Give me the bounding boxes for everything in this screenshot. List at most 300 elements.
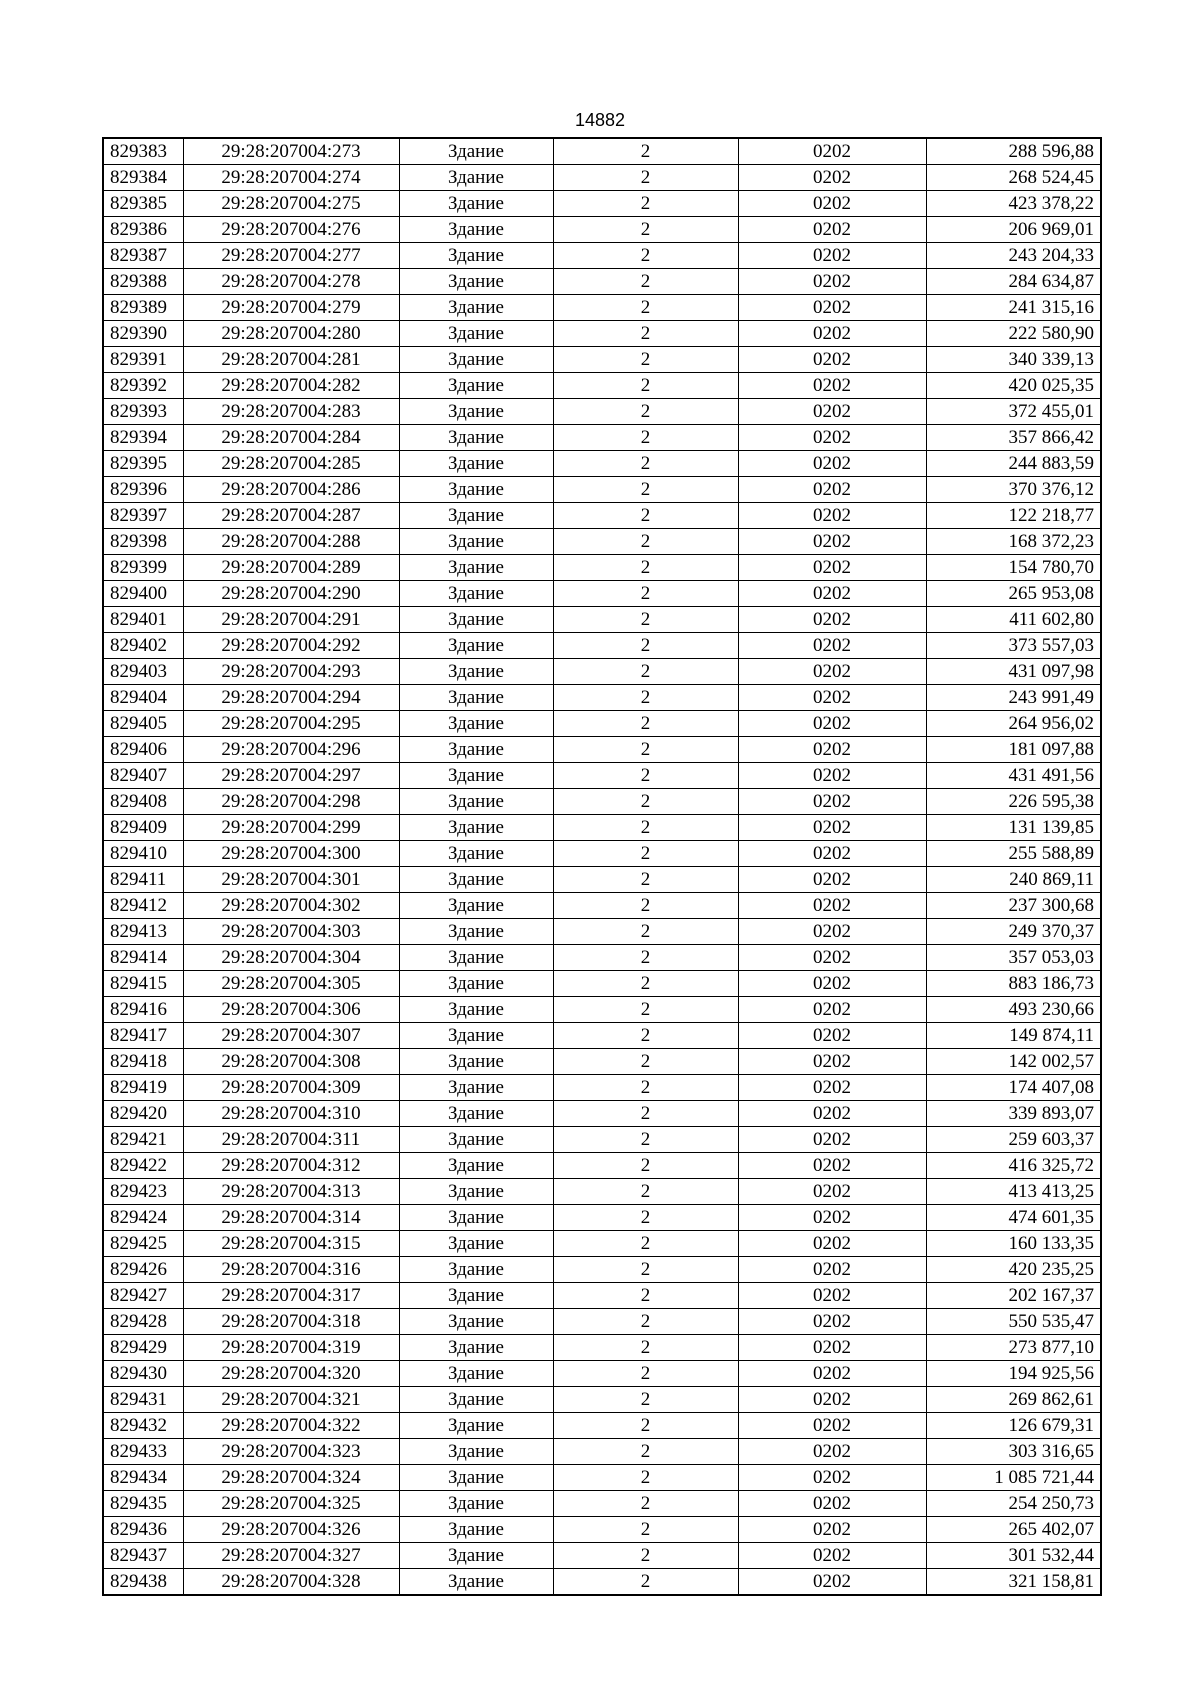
cadastral-number-cell: 29:28:207004:302 bbox=[183, 893, 399, 919]
object-type-cell: Здание bbox=[399, 1361, 553, 1387]
object-type-cell: Здание bbox=[399, 217, 553, 243]
code-cell: 0202 bbox=[738, 633, 926, 659]
table-row bbox=[103, 1179, 1101, 1205]
table-row bbox=[103, 841, 1101, 867]
table-row bbox=[103, 451, 1101, 477]
value-cell: 373 557,03 bbox=[926, 633, 1101, 659]
code-cell: 0202 bbox=[738, 815, 926, 841]
value-cell: 321 158,81 bbox=[926, 1569, 1101, 1596]
value-cell: 222 580,90 bbox=[926, 321, 1101, 347]
cadastral-number-cell: 29:28:207004:288 bbox=[183, 529, 399, 555]
category-cell: 2 bbox=[553, 1387, 738, 1413]
table-row bbox=[103, 1413, 1101, 1439]
code-cell: 0202 bbox=[738, 607, 926, 633]
code-cell: 0202 bbox=[738, 919, 926, 945]
category-cell: 2 bbox=[553, 1179, 738, 1205]
record-id-cell: 829384 bbox=[103, 165, 183, 191]
code-cell: 0202 bbox=[738, 763, 926, 789]
category-cell: 2 bbox=[553, 269, 738, 295]
object-type-cell: Здание bbox=[399, 1179, 553, 1205]
table-row bbox=[103, 217, 1101, 243]
value-cell: 154 780,70 bbox=[926, 555, 1101, 581]
category-cell: 2 bbox=[553, 138, 738, 165]
cadastral-number-cell: 29:28:207004:273 bbox=[183, 138, 399, 165]
value-cell: 493 230,66 bbox=[926, 997, 1101, 1023]
table-row bbox=[103, 1283, 1101, 1309]
record-id-cell: 829414 bbox=[103, 945, 183, 971]
record-id-cell: 829401 bbox=[103, 607, 183, 633]
code-cell: 0202 bbox=[738, 347, 926, 373]
value-cell: 340 339,13 bbox=[926, 347, 1101, 373]
cadastral-number-cell: 29:28:207004:280 bbox=[183, 321, 399, 347]
record-id-cell: 829424 bbox=[103, 1205, 183, 1231]
category-cell: 2 bbox=[553, 815, 738, 841]
object-type-cell: Здание bbox=[399, 841, 553, 867]
value-cell: 131 139,85 bbox=[926, 815, 1101, 841]
record-id-cell: 829407 bbox=[103, 763, 183, 789]
table-row bbox=[103, 347, 1101, 373]
object-type-cell: Здание bbox=[399, 1491, 553, 1517]
value-cell: 883 186,73 bbox=[926, 971, 1101, 997]
value-cell: 265 402,07 bbox=[926, 1517, 1101, 1543]
value-cell: 194 925,56 bbox=[926, 1361, 1101, 1387]
code-cell: 0202 bbox=[738, 1153, 926, 1179]
record-id-cell: 829415 bbox=[103, 971, 183, 997]
table-row bbox=[103, 1049, 1101, 1075]
value-cell: 264 956,02 bbox=[926, 711, 1101, 737]
cadastral-number-cell: 29:28:207004:313 bbox=[183, 1179, 399, 1205]
category-cell: 2 bbox=[553, 1569, 738, 1596]
cadastral-number-cell: 29:28:207004:284 bbox=[183, 425, 399, 451]
object-type-cell: Здание bbox=[399, 373, 553, 399]
table-row bbox=[103, 1153, 1101, 1179]
code-cell: 0202 bbox=[738, 451, 926, 477]
cadastral-number-cell: 29:28:207004:286 bbox=[183, 477, 399, 503]
code-cell: 0202 bbox=[738, 1335, 926, 1361]
code-cell: 0202 bbox=[738, 295, 926, 321]
record-id-cell: 829404 bbox=[103, 685, 183, 711]
category-cell: 2 bbox=[553, 1153, 738, 1179]
code-cell: 0202 bbox=[738, 503, 926, 529]
cadastral-number-cell: 29:28:207004:317 bbox=[183, 1283, 399, 1309]
record-id-cell: 829433 bbox=[103, 1439, 183, 1465]
table-row bbox=[103, 815, 1101, 841]
object-type-cell: Здание bbox=[399, 1153, 553, 1179]
record-id-cell: 829437 bbox=[103, 1543, 183, 1569]
category-cell: 2 bbox=[553, 633, 738, 659]
object-type-cell: Здание bbox=[399, 971, 553, 997]
record-id-cell: 829386 bbox=[103, 217, 183, 243]
record-id-cell: 829403 bbox=[103, 659, 183, 685]
record-id-cell: 829425 bbox=[103, 1231, 183, 1257]
cadastral-number-cell: 29:28:207004:296 bbox=[183, 737, 399, 763]
category-cell: 2 bbox=[553, 1543, 738, 1569]
table-row bbox=[103, 867, 1101, 893]
category-cell: 2 bbox=[553, 1049, 738, 1075]
value-cell: 149 874,11 bbox=[926, 1023, 1101, 1049]
value-cell: 237 300,68 bbox=[926, 893, 1101, 919]
category-cell: 2 bbox=[553, 1439, 738, 1465]
category-cell: 2 bbox=[553, 1257, 738, 1283]
table-row bbox=[103, 1075, 1101, 1101]
cadastral-number-cell: 29:28:207004:327 bbox=[183, 1543, 399, 1569]
record-id-cell: 829402 bbox=[103, 633, 183, 659]
category-cell: 2 bbox=[553, 425, 738, 451]
value-cell: 339 893,07 bbox=[926, 1101, 1101, 1127]
table-row bbox=[103, 165, 1101, 191]
category-cell: 2 bbox=[553, 1101, 738, 1127]
registry-table bbox=[102, 137, 1102, 1596]
table-row bbox=[103, 607, 1101, 633]
code-cell: 0202 bbox=[738, 399, 926, 425]
object-type-cell: Здание bbox=[399, 685, 553, 711]
value-cell: 181 097,88 bbox=[926, 737, 1101, 763]
value-cell: 206 969,01 bbox=[926, 217, 1101, 243]
table-row bbox=[103, 1309, 1101, 1335]
category-cell: 2 bbox=[553, 243, 738, 269]
value-cell: 357 866,42 bbox=[926, 425, 1101, 451]
record-id-cell: 829438 bbox=[103, 1569, 183, 1596]
object-type-cell: Здание bbox=[399, 919, 553, 945]
object-type-cell: Здание bbox=[399, 1283, 553, 1309]
cadastral-number-cell: 29:28:207004:323 bbox=[183, 1439, 399, 1465]
value-cell: 126 679,31 bbox=[926, 1413, 1101, 1439]
table-row bbox=[103, 893, 1101, 919]
table-row bbox=[103, 555, 1101, 581]
table-row bbox=[103, 295, 1101, 321]
value-cell: 265 953,08 bbox=[926, 581, 1101, 607]
category-cell: 2 bbox=[553, 321, 738, 347]
value-cell: 240 869,11 bbox=[926, 867, 1101, 893]
code-cell: 0202 bbox=[738, 945, 926, 971]
cadastral-number-cell: 29:28:207004:324 bbox=[183, 1465, 399, 1491]
record-id-cell: 829397 bbox=[103, 503, 183, 529]
object-type-cell: Здание bbox=[399, 321, 553, 347]
category-cell: 2 bbox=[553, 893, 738, 919]
value-cell: 411 602,80 bbox=[926, 607, 1101, 633]
cadastral-number-cell: 29:28:207004:315 bbox=[183, 1231, 399, 1257]
value-cell: 269 862,61 bbox=[926, 1387, 1101, 1413]
cadastral-number-cell: 29:28:207004:328 bbox=[183, 1569, 399, 1596]
table-row bbox=[103, 711, 1101, 737]
object-type-cell: Здание bbox=[399, 1413, 553, 1439]
record-id-cell: 829431 bbox=[103, 1387, 183, 1413]
table-row bbox=[103, 685, 1101, 711]
table-row bbox=[103, 1361, 1101, 1387]
object-type-cell: Здание bbox=[399, 425, 553, 451]
table-row bbox=[103, 1127, 1101, 1153]
code-cell: 0202 bbox=[738, 425, 926, 451]
cadastral-number-cell: 29:28:207004:303 bbox=[183, 919, 399, 945]
cadastral-number-cell: 29:28:207004:301 bbox=[183, 867, 399, 893]
record-id-cell: 829392 bbox=[103, 373, 183, 399]
code-cell: 0202 bbox=[738, 1101, 926, 1127]
table-row bbox=[103, 971, 1101, 997]
cadastral-number-cell: 29:28:207004:311 bbox=[183, 1127, 399, 1153]
category-cell: 2 bbox=[553, 477, 738, 503]
cadastral-number-cell: 29:28:207004:316 bbox=[183, 1257, 399, 1283]
category-cell: 2 bbox=[553, 555, 738, 581]
category-cell: 2 bbox=[553, 841, 738, 867]
value-cell: 202 167,37 bbox=[926, 1283, 1101, 1309]
category-cell: 2 bbox=[553, 295, 738, 321]
object-type-cell: Здание bbox=[399, 529, 553, 555]
value-cell: 420 025,35 bbox=[926, 373, 1101, 399]
value-cell: 160 133,35 bbox=[926, 1231, 1101, 1257]
category-cell: 2 bbox=[553, 1075, 738, 1101]
object-type-cell: Здание bbox=[399, 451, 553, 477]
object-type-cell: Здание bbox=[399, 191, 553, 217]
category-cell: 2 bbox=[553, 1023, 738, 1049]
object-type-cell: Здание bbox=[399, 1257, 553, 1283]
category-cell: 2 bbox=[553, 1465, 738, 1491]
table-row bbox=[103, 138, 1101, 165]
record-id-cell: 829420 bbox=[103, 1101, 183, 1127]
page-number: 14882 bbox=[574, 110, 626, 130]
code-cell: 0202 bbox=[738, 711, 926, 737]
record-id-cell: 829434 bbox=[103, 1465, 183, 1491]
cadastral-number-cell: 29:28:207004:325 bbox=[183, 1491, 399, 1517]
value-cell: 268 524,45 bbox=[926, 165, 1101, 191]
table-row bbox=[103, 373, 1101, 399]
object-type-cell: Здание bbox=[399, 1075, 553, 1101]
record-id-cell: 829427 bbox=[103, 1283, 183, 1309]
code-cell: 0202 bbox=[738, 1491, 926, 1517]
code-cell: 0202 bbox=[738, 1257, 926, 1283]
record-id-cell: 829400 bbox=[103, 581, 183, 607]
cadastral-number-cell: 29:28:207004:276 bbox=[183, 217, 399, 243]
cadastral-number-cell: 29:28:207004:308 bbox=[183, 1049, 399, 1075]
record-id-cell: 829429 bbox=[103, 1335, 183, 1361]
category-cell: 2 bbox=[553, 347, 738, 373]
category-cell: 2 bbox=[553, 945, 738, 971]
code-cell: 0202 bbox=[738, 1387, 926, 1413]
value-cell: 550 535,47 bbox=[926, 1309, 1101, 1335]
value-cell: 372 455,01 bbox=[926, 399, 1101, 425]
category-cell: 2 bbox=[553, 1413, 738, 1439]
category-cell: 2 bbox=[553, 1335, 738, 1361]
code-cell: 0202 bbox=[738, 165, 926, 191]
object-type-cell: Здание bbox=[399, 1517, 553, 1543]
category-cell: 2 bbox=[553, 217, 738, 243]
table-row bbox=[103, 1231, 1101, 1257]
record-id-cell: 829423 bbox=[103, 1179, 183, 1205]
value-cell: 254 250,73 bbox=[926, 1491, 1101, 1517]
category-cell: 2 bbox=[553, 607, 738, 633]
category-cell: 2 bbox=[553, 737, 738, 763]
code-cell: 0202 bbox=[738, 373, 926, 399]
object-type-cell: Здание bbox=[399, 347, 553, 373]
cadastral-number-cell: 29:28:207004:321 bbox=[183, 1387, 399, 1413]
table-row bbox=[103, 1491, 1101, 1517]
cadastral-number-cell: 29:28:207004:292 bbox=[183, 633, 399, 659]
value-cell: 255 588,89 bbox=[926, 841, 1101, 867]
record-id-cell: 829410 bbox=[103, 841, 183, 867]
value-cell: 284 634,87 bbox=[926, 269, 1101, 295]
cadastral-number-cell: 29:28:207004:281 bbox=[183, 347, 399, 373]
cadastral-number-cell: 29:28:207004:312 bbox=[183, 1153, 399, 1179]
record-id-cell: 829399 bbox=[103, 555, 183, 581]
cadastral-number-cell: 29:28:207004:295 bbox=[183, 711, 399, 737]
category-cell: 2 bbox=[553, 529, 738, 555]
code-cell: 0202 bbox=[738, 1023, 926, 1049]
object-type-cell: Здание bbox=[399, 269, 553, 295]
cadastral-number-cell: 29:28:207004:322 bbox=[183, 1413, 399, 1439]
value-cell: 301 532,44 bbox=[926, 1543, 1101, 1569]
record-id-cell: 829426 bbox=[103, 1257, 183, 1283]
category-cell: 2 bbox=[553, 191, 738, 217]
code-cell: 0202 bbox=[738, 477, 926, 503]
code-cell: 0202 bbox=[738, 1075, 926, 1101]
table-row bbox=[103, 997, 1101, 1023]
record-id-cell: 829428 bbox=[103, 1309, 183, 1335]
object-type-cell: Здание bbox=[399, 503, 553, 529]
cadastral-number-cell: 29:28:207004:314 bbox=[183, 1205, 399, 1231]
code-cell: 0202 bbox=[738, 269, 926, 295]
value-cell: 142 002,57 bbox=[926, 1049, 1101, 1075]
table-row bbox=[103, 191, 1101, 217]
value-cell: 168 372,23 bbox=[926, 529, 1101, 555]
object-type-cell: Здание bbox=[399, 1309, 553, 1335]
code-cell: 0202 bbox=[738, 191, 926, 217]
object-type-cell: Здание bbox=[399, 893, 553, 919]
cadastral-number-cell: 29:28:207004:309 bbox=[183, 1075, 399, 1101]
object-type-cell: Здание bbox=[399, 1231, 553, 1257]
category-cell: 2 bbox=[553, 711, 738, 737]
category-cell: 2 bbox=[553, 373, 738, 399]
category-cell: 2 bbox=[553, 971, 738, 997]
record-id-cell: 829422 bbox=[103, 1153, 183, 1179]
value-cell: 273 877,10 bbox=[926, 1335, 1101, 1361]
category-cell: 2 bbox=[553, 1127, 738, 1153]
cadastral-number-cell: 29:28:207004:326 bbox=[183, 1517, 399, 1543]
table-row bbox=[103, 919, 1101, 945]
table-row bbox=[103, 1543, 1101, 1569]
object-type-cell: Здание bbox=[399, 1543, 553, 1569]
code-cell: 0202 bbox=[738, 581, 926, 607]
cadastral-number-cell: 29:28:207004:275 bbox=[183, 191, 399, 217]
code-cell: 0202 bbox=[738, 1127, 926, 1153]
record-id-cell: 829411 bbox=[103, 867, 183, 893]
cadastral-number-cell: 29:28:207004:294 bbox=[183, 685, 399, 711]
code-cell: 0202 bbox=[738, 138, 926, 165]
cadastral-number-cell: 29:28:207004:300 bbox=[183, 841, 399, 867]
value-cell: 431 491,56 bbox=[926, 763, 1101, 789]
table-row bbox=[103, 1023, 1101, 1049]
cadastral-number-cell: 29:28:207004:310 bbox=[183, 1101, 399, 1127]
cadastral-number-cell: 29:28:207004:307 bbox=[183, 1023, 399, 1049]
code-cell: 0202 bbox=[738, 1465, 926, 1491]
object-type-cell: Здание bbox=[399, 1127, 553, 1153]
record-id-cell: 829385 bbox=[103, 191, 183, 217]
code-cell: 0202 bbox=[738, 685, 926, 711]
value-cell: 303 316,65 bbox=[926, 1439, 1101, 1465]
table-row bbox=[103, 1101, 1101, 1127]
table-row bbox=[103, 659, 1101, 685]
category-cell: 2 bbox=[553, 451, 738, 477]
cadastral-number-cell: 29:28:207004:277 bbox=[183, 243, 399, 269]
record-id-cell: 829395 bbox=[103, 451, 183, 477]
value-cell: 423 378,22 bbox=[926, 191, 1101, 217]
value-cell: 1 085 721,44 bbox=[926, 1465, 1101, 1491]
cadastral-number-cell: 29:28:207004:291 bbox=[183, 607, 399, 633]
category-cell: 2 bbox=[553, 685, 738, 711]
cadastral-number-cell: 29:28:207004:298 bbox=[183, 789, 399, 815]
object-type-cell: Здание bbox=[399, 138, 553, 165]
cadastral-number-cell: 29:28:207004:282 bbox=[183, 373, 399, 399]
object-type-cell: Здание bbox=[399, 1101, 553, 1127]
value-cell: 174 407,08 bbox=[926, 1075, 1101, 1101]
cadastral-number-cell: 29:28:207004:319 bbox=[183, 1335, 399, 1361]
object-type-cell: Здание bbox=[399, 711, 553, 737]
cadastral-number-cell: 29:28:207004:304 bbox=[183, 945, 399, 971]
object-type-cell: Здание bbox=[399, 789, 553, 815]
record-id-cell: 829408 bbox=[103, 789, 183, 815]
cadastral-number-cell: 29:28:207004:293 bbox=[183, 659, 399, 685]
object-type-cell: Здание bbox=[399, 1205, 553, 1231]
cadastral-number-cell: 29:28:207004:306 bbox=[183, 997, 399, 1023]
value-cell: 474 601,35 bbox=[926, 1205, 1101, 1231]
object-type-cell: Здание bbox=[399, 581, 553, 607]
cadastral-number-cell: 29:28:207004:283 bbox=[183, 399, 399, 425]
record-id-cell: 829430 bbox=[103, 1361, 183, 1387]
table-row bbox=[103, 321, 1101, 347]
code-cell: 0202 bbox=[738, 971, 926, 997]
object-type-cell: Здание bbox=[399, 633, 553, 659]
object-type-cell: Здание bbox=[399, 737, 553, 763]
record-id-cell: 829398 bbox=[103, 529, 183, 555]
record-id-cell: 829405 bbox=[103, 711, 183, 737]
category-cell: 2 bbox=[553, 997, 738, 1023]
value-cell: 416 325,72 bbox=[926, 1153, 1101, 1179]
cadastral-number-cell: 29:28:207004:318 bbox=[183, 1309, 399, 1335]
table-row bbox=[103, 789, 1101, 815]
code-cell: 0202 bbox=[738, 1231, 926, 1257]
category-cell: 2 bbox=[553, 399, 738, 425]
object-type-cell: Здание bbox=[399, 243, 553, 269]
value-cell: 244 883,59 bbox=[926, 451, 1101, 477]
value-cell: 243 991,49 bbox=[926, 685, 1101, 711]
code-cell: 0202 bbox=[738, 1283, 926, 1309]
object-type-cell: Здание bbox=[399, 997, 553, 1023]
value-cell: 241 315,16 bbox=[926, 295, 1101, 321]
category-cell: 2 bbox=[553, 1205, 738, 1231]
object-type-cell: Здание bbox=[399, 1023, 553, 1049]
cadastral-number-cell: 29:28:207004:320 bbox=[183, 1361, 399, 1387]
value-cell: 226 595,38 bbox=[926, 789, 1101, 815]
table-row bbox=[103, 945, 1101, 971]
record-id-cell: 829409 bbox=[103, 815, 183, 841]
category-cell: 2 bbox=[553, 789, 738, 815]
table-row bbox=[103, 1335, 1101, 1361]
object-type-cell: Здание bbox=[399, 477, 553, 503]
table-row bbox=[103, 1465, 1101, 1491]
cadastral-number-cell: 29:28:207004:305 bbox=[183, 971, 399, 997]
category-cell: 2 bbox=[553, 1517, 738, 1543]
cadastral-number-cell: 29:28:207004:290 bbox=[183, 581, 399, 607]
registry-table-body bbox=[103, 138, 1101, 1595]
category-cell: 2 bbox=[553, 763, 738, 789]
record-id-cell: 829383 bbox=[103, 138, 183, 165]
value-cell: 357 053,03 bbox=[926, 945, 1101, 971]
code-cell: 0202 bbox=[738, 1543, 926, 1569]
cadastral-number-cell: 29:28:207004:274 bbox=[183, 165, 399, 191]
value-cell: 413 413,25 bbox=[926, 1179, 1101, 1205]
table-row bbox=[103, 1439, 1101, 1465]
code-cell: 0202 bbox=[738, 1439, 926, 1465]
record-id-cell: 829436 bbox=[103, 1517, 183, 1543]
object-type-cell: Здание bbox=[399, 165, 553, 191]
